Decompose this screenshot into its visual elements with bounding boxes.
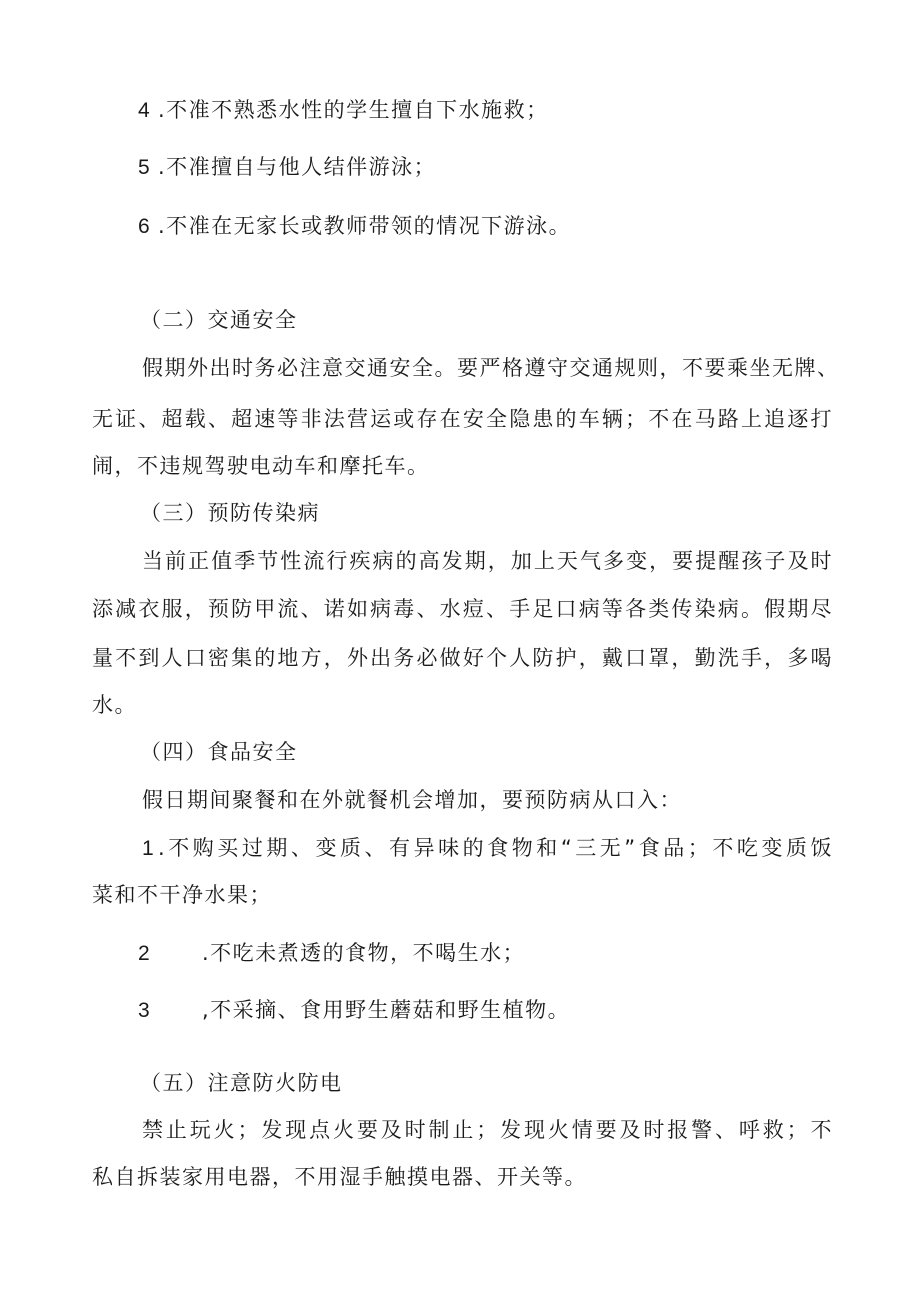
food-item-2 <box>138 938 878 969</box>
paragraph-line: 无证、超载、超速等非法营运或存在安全隐患的车辆；不在马路上追逐打 <box>92 407 832 431</box>
section-heading-fire: （五）注意防火防电 <box>140 1071 343 1095</box>
item-text: .不购买过期、变质、有异味的食物和“三无”食品；不吃变质饭 <box>158 836 832 860</box>
item-number: 3 <box>138 999 150 1022</box>
paragraph-line: 假日期间聚餐和在外就餐机会增加，要预防病从口入： <box>142 788 682 812</box>
item-number: 1 <box>142 837 154 860</box>
rule-number: 5 <box>138 156 150 179</box>
rule-number: 4 <box>138 99 150 122</box>
paragraph-line: 禁止玩火；发现点火要及时制止；发现火情要及时报警、呼救；不 <box>142 1118 832 1142</box>
water-rule-4 <box>138 95 878 126</box>
section-heading-disease: （三）预防传染病 <box>140 501 320 525</box>
section-heading-traffic: （二）交通安全 <box>140 308 298 332</box>
paragraph-line: 私自拆装家用电器，不用湿手触摸电器、开关等。 <box>92 1165 587 1189</box>
paragraph-line: 假期外出时务必注意交通安全。要严格遵守交通规则，不要乘坐无牌、 <box>142 356 840 380</box>
paragraph-line: 添减衣服，预防甲流、诺如病毒、水痘、手足口病等各类传染病。假期尽 <box>92 597 832 621</box>
water-rule-6 <box>138 211 878 242</box>
item-number: 2 <box>138 942 150 965</box>
section-heading-food: （四）食品安全 <box>140 740 298 764</box>
paragraph-line: 闹，不违规驾驶电动车和摩托车。 <box>92 454 430 478</box>
food-item-1-line-2: 菜和不干净水果； <box>92 883 272 907</box>
rule-text: .不准擅自与他人结伴游泳； <box>158 155 437 179</box>
paragraph-line: 当前正值季节性流行疾病的高发期，加上天气多变，要提醒孩子及时 <box>142 549 832 573</box>
item-text: ,不采摘、食用野生蘑菇和野生植物。 <box>202 998 571 1022</box>
paragraph-line: 水。 <box>92 693 137 717</box>
item-text: .不吃未煮透的食物，不喝生水； <box>202 941 526 965</box>
water-rule-5 <box>138 152 878 183</box>
food-item-1-line-1 <box>142 833 832 864</box>
rule-text: .不准不熟悉水性的学生擅自下水施救； <box>158 98 549 122</box>
rule-number: 6 <box>138 215 150 238</box>
rule-text: .不准在无家长或教师带领的情况下游泳。 <box>158 214 572 238</box>
paragraph-line: 量不到人口密集的地方，外出务必做好个人防护，戴口罩，勤洗手，多喝 <box>92 646 832 670</box>
food-item-3 <box>138 995 878 1026</box>
